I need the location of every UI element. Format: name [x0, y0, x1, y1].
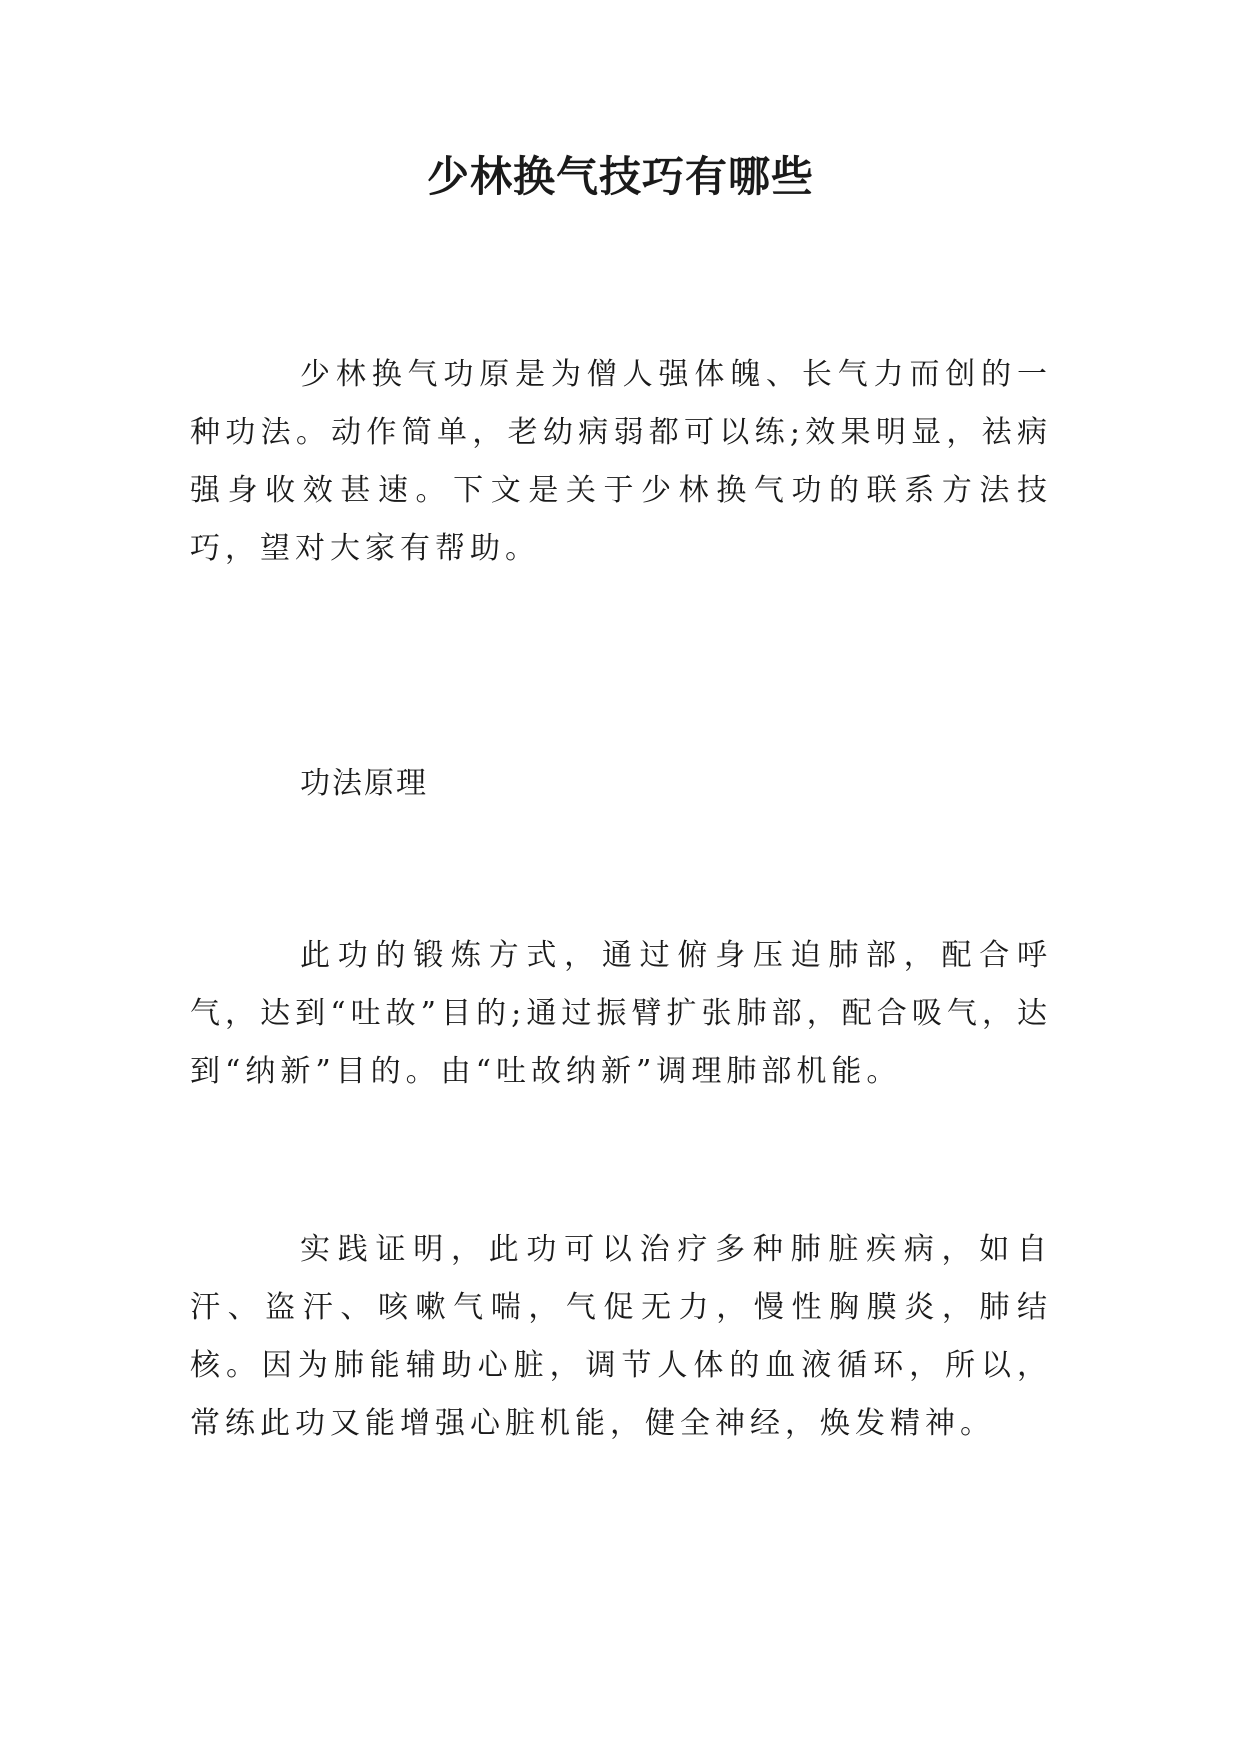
principle-paragraph: 此功的锻炼方式，通过俯身压迫肺部，配合呼气，达到“吐故”目的;通过振臂扩张肺部，配合吸气，达到“纳新”目的。由“吐故纳新”调理肺部机能。	[190, 938, 1052, 1089]
document-title: 少林换气技巧有哪些	[426, 152, 814, 201]
practice-paragraph: 实践证明，此功可以治疗多种肺脏疾病，如自汗、盗汗、咳嗽气喘，气促无力，慢性胸膜炎，肺结核。因为肺能辅助心脏，调节人体的血液循环，所以，常练此功又能增强心脏机能，健全神经，焕发精神。	[190, 1232, 1052, 1441]
intro-paragraph: 少林换气功原是为僧人强体魄、长气力而创的一种功法。动作简单，老幼病弱都可以练;效果明显，祛病强身收效甚速。下文是关于少林换气功的联系方法技巧，望对大家有帮助。	[190, 357, 1052, 566]
section-heading: 功法原理	[300, 766, 428, 801]
